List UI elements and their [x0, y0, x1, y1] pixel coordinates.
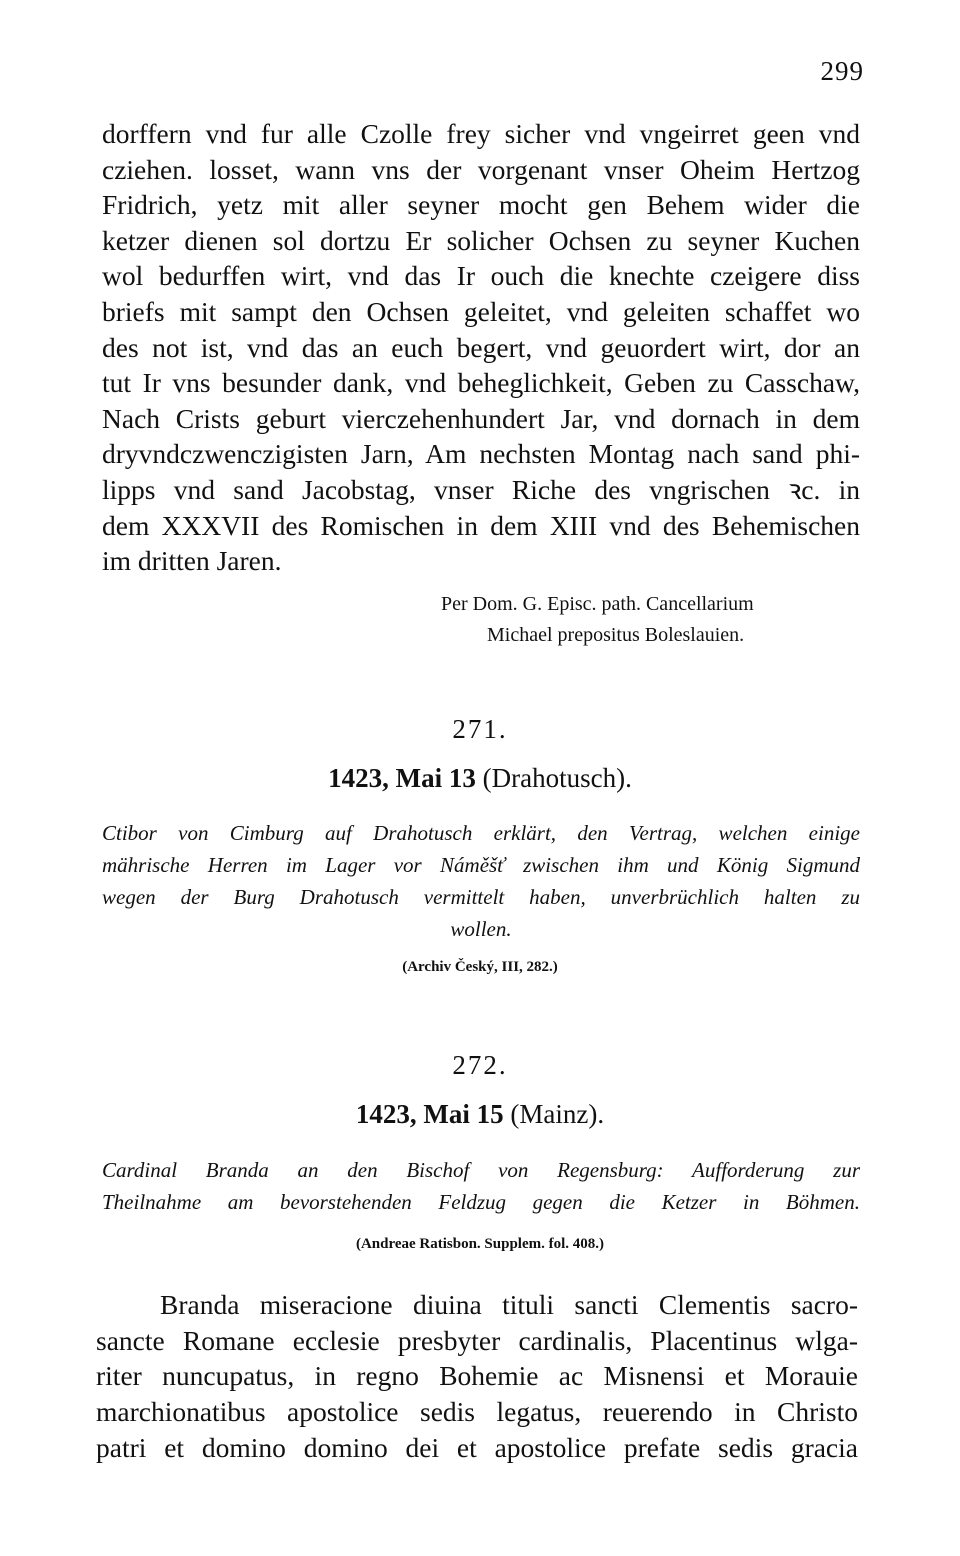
regest-line: wegen der Burg Drahotusch vermittelt haben, unverbrüchlich halten zu [102, 885, 860, 909]
regest-272 [102, 1154, 860, 1218]
text-line: im dritten Jaren. [102, 545, 282, 577]
place-271: (Drahotusch). [482, 763, 632, 793]
text-line: des not ist, vnd das an euch begert, vnd geuordert wirt, dor an [102, 331, 860, 363]
regest-line: wollen. [450, 917, 512, 941]
text-line: cziehen. losset, wann vns der vorgenant vnser Oheim Hertzog [102, 153, 860, 185]
source-272: (Andreae Ratisbon. Supplem. fol. 408.) [355, 1236, 605, 1252]
text-line: dorffern vnd fur alle Czolle frey sicher vnd vngeirret geen vnd [102, 118, 860, 149]
text-272 [96, 1287, 858, 1465]
text-line: Branda miseracione diuina tituli sancti Clementis sacro- [160, 1289, 858, 1320]
source-271: (Archiv Český, III, 282.) [402, 959, 558, 975]
letter-text [102, 116, 860, 579]
page-number: 299 [820, 56, 864, 86]
text-line: ketzer dienen sol dortzu Er solicher Ochsen zu seyner Kuchen [102, 224, 860, 256]
regest-line: mährische Herren im Lager vor Náměšť zwischen ihm und König Sigmund [102, 853, 860, 877]
text-line: riter nuncupatus, in regno Bohemie ac Misnensi et Morauie [96, 1360, 858, 1392]
place-272: (Mainz). [510, 1099, 605, 1129]
text-line: sancte Romane ecclesie presbyter cardinalis, Placentinus wlga- [96, 1324, 858, 1356]
document-number-271: 271. [452, 714, 508, 744]
regest-line: Ctibor von Cimburg auf Drahotusch erklärt, den Vertrag, welchen einige [102, 821, 860, 845]
text-line: Nach Crists geburt vierczehenhundert Jar, vnd dornach in dem [102, 402, 860, 434]
date-272: 1423, Mai 15 [355, 1099, 504, 1129]
dateline-272 [0, 1099, 960, 1130]
text-line: marchionatibus apostolice sedis legatus, reuerendo in Christo [96, 1396, 858, 1428]
text-line: dem XXXVII des Romischen in dem XIII vnd des Behemischen [102, 509, 860, 541]
dateline-271 [0, 763, 960, 794]
date-271: 1423, Mai 13 [328, 763, 476, 793]
text-line: briefs mit sampt den Ochsen geleitet, vnd geleiten schaffet wo [102, 295, 860, 327]
regest-line: Cardinal Branda an den Bischof von Regensburg: Aufforderung zur [102, 1158, 860, 1182]
text-line: dryvndczwenczigisten Jarn, Am nechsten Montag nach sand phi- [102, 438, 860, 470]
signature-line-1: Per Dom. G. Episc. path. Cancellarium [441, 593, 754, 615]
document-number-272: 272. [452, 1050, 508, 1080]
text-line: tut Ir vns besunder dank, vnd beheglichkeit, Geben zu Casschaw, [102, 367, 860, 399]
text-line: lipps vnd sand Jacobstag, vnser Riche des vngrischen ꝛc. in [102, 473, 860, 505]
text-line: wol bedurffen wirt, vnd das Ir ouch die knechte czeigere diss [102, 260, 860, 292]
regest-271 [102, 817, 860, 945]
text-line: patri et domino domino dei et apostolice prefate sedis gracia [96, 1431, 858, 1463]
text-line: Fridrich, yetz mit aller seyner mocht gen Behem wider die [102, 189, 860, 221]
regest-line: Theilnahme am bevorstehenden Feldzug gegen die Ketzer in Böhmen. [102, 1190, 860, 1214]
signature-line-2: Michael prepositus Boleslauien. [487, 624, 745, 646]
